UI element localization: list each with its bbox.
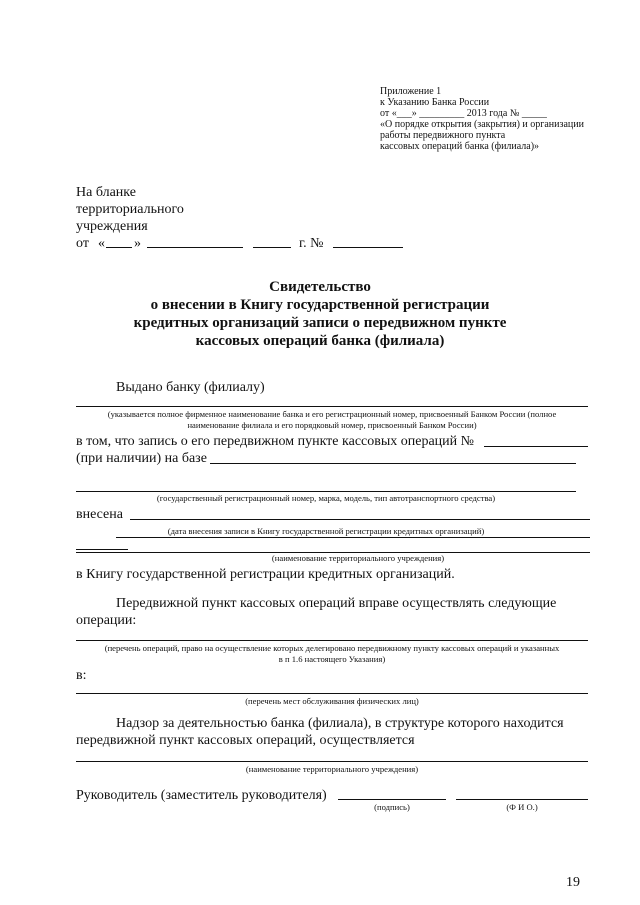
note-signature: (подпись)	[374, 802, 410, 812]
record-text: в том, что запись о его передвижном пункте кассовых операций №	[76, 434, 475, 449]
in-label: в:	[76, 668, 87, 683]
title-line-2: о внесении в Книгу государственной регистрации	[150, 297, 490, 313]
appendix-line-5: работы передвижного пункта	[380, 130, 506, 141]
date-prefix: от	[76, 236, 89, 251]
year-number-label: г. №	[299, 236, 324, 251]
book-text: в Книгу государственной регистрации кредитных организаций.	[76, 567, 455, 582]
appendix-line-4: «О порядке открытия (закрытия) и организации	[380, 119, 584, 130]
note-ops-1: (перечень операций, право на осуществление которых делегировано передвижному пункту кассовых операций и указанных	[104, 643, 560, 653]
note-bank-name-1: (указывается полное фирменное наименование банка и его регистрационный номер, присвоенный Банком России (полное	[107, 409, 557, 419]
places-line	[76, 693, 588, 694]
entered-label: внесена	[76, 507, 123, 522]
appendix-line-3: от «___» _________ 2013 года № _____	[380, 108, 547, 119]
entry-date-line	[116, 537, 590, 538]
appendix-line-1: Приложение 1	[380, 86, 442, 97]
day-blank-line	[106, 247, 132, 248]
bank-name-line	[76, 406, 588, 407]
quote-close: »	[134, 236, 141, 251]
blank-line-2: территориального	[76, 202, 184, 217]
ops-line-1: Передвижной пункт кассовых операций вправе осуществлять следующие	[116, 596, 557, 611]
supervision-line-2: передвижной пункт кассовых операций, осуществляется	[76, 733, 415, 748]
blank-line-1: На бланке	[76, 185, 136, 200]
supervision-line-1: Надзор за деятельностью банка (филиала), в структуре которого находится	[116, 716, 564, 731]
entered-line	[130, 519, 590, 520]
quote-open: «	[98, 236, 105, 251]
page-number: 19	[566, 875, 580, 890]
supervision-authority-line	[76, 761, 588, 762]
note-vehicle: (государственный регистрационный номер, марка, модель, тип автотранспортного средства)	[156, 493, 496, 503]
note-places: (перечень мест обслуживания физических лиц)	[245, 696, 419, 706]
fio-line	[456, 799, 588, 800]
number-blank-line	[333, 247, 403, 248]
appendix-line-2: к Указанию Банка России	[380, 97, 490, 108]
head-label: Руководитель (заместитель руководителя)	[76, 788, 327, 803]
month-blank-line	[147, 247, 243, 248]
record-number-line	[484, 446, 588, 447]
note-territorial-2: (наименование территориального учреждения)	[245, 764, 419, 774]
base-line	[210, 463, 576, 464]
territorial-short-line	[76, 549, 128, 550]
note-bank-name-2: наименование филиала и его порядковый номер, присвоенный Банком России)	[187, 420, 477, 430]
title-line-4: кассовых операций банка (филиала)	[195, 333, 445, 349]
title-line-3: кредитных организаций записи о передвижном пункте	[133, 315, 507, 331]
issued-to-label: Выдано банку (филиалу)	[116, 380, 265, 395]
signature-line	[338, 799, 446, 800]
year-blank-line	[253, 247, 291, 248]
note-territorial-1: (наименование территориального учреждения)	[271, 553, 445, 563]
if-any-base-text: (при наличии) на базе	[76, 451, 207, 466]
note-ops-2: в п 1.6 настоящего Указания)	[278, 654, 386, 664]
note-fio: (Ф И О.)	[506, 802, 538, 812]
ops-line	[76, 640, 588, 641]
note-entry-date: (дата внесения записи в Книгу государственной регистрации кредитных организаций)	[167, 526, 485, 536]
appendix-line-6: кассовых операций банка (филиала)»	[380, 141, 540, 152]
ops-line-2: операции:	[76, 613, 137, 628]
blank-line-3: учреждения	[76, 219, 148, 234]
title-line-1: Свидетельство	[269, 279, 371, 295]
vehicle-line	[76, 491, 576, 492]
